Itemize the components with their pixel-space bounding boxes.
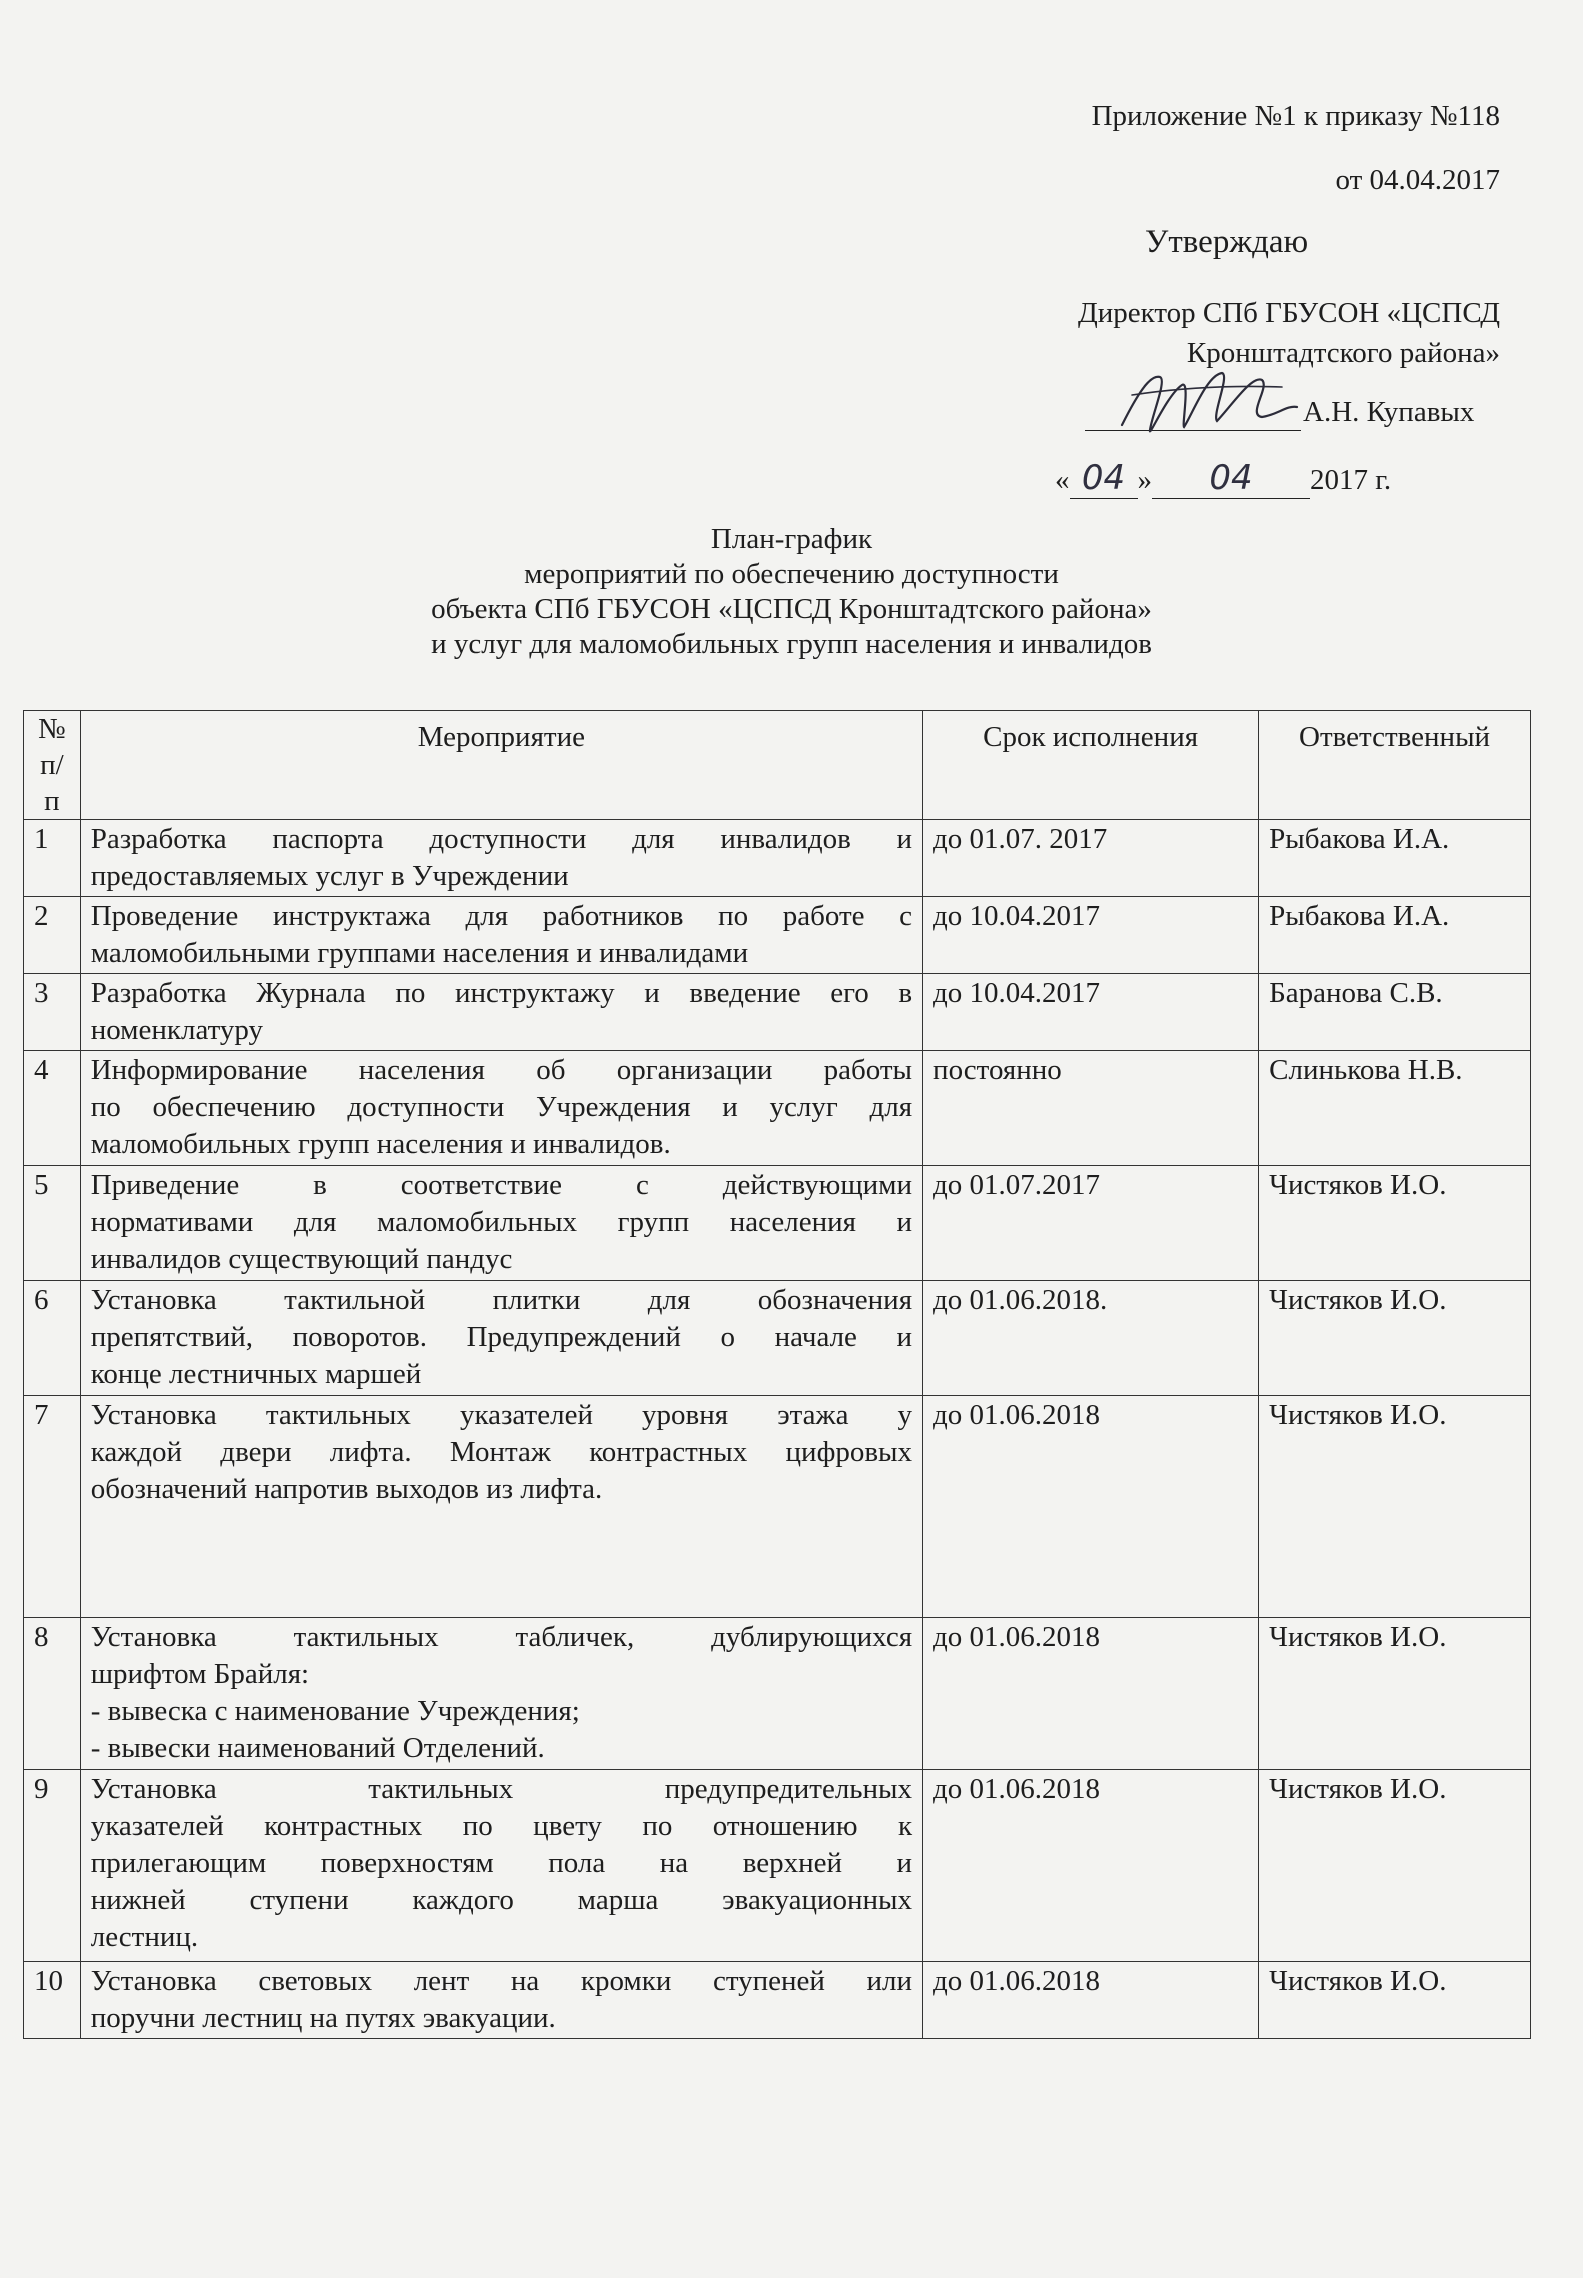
event-line: нижней ступени каждого марша эвакуационных bbox=[90, 1884, 913, 1916]
row-responsible: Рыбакова И.А. bbox=[1259, 820, 1531, 897]
row-number: 5 bbox=[24, 1166, 81, 1281]
row-responsible: Баранова С.В. bbox=[1259, 974, 1531, 1051]
event-line: предоставляемых услуг в Учреждении bbox=[90, 860, 569, 892]
event-line: лестниц. bbox=[90, 1921, 199, 1953]
event-line: Установка тактильных предупредительных bbox=[90, 1773, 913, 1805]
event-line: прилегающим поверхностям пола на верхней и bbox=[90, 1847, 913, 1879]
event-line: каждой двери лифта. Монтаж контрастных цифровых bbox=[90, 1436, 913, 1468]
director-title: Директор СПб ГБУСОН «ЦСПСД bbox=[1077, 297, 1500, 329]
event-line: Установка световых лент на кромки ступеней или bbox=[90, 1965, 913, 1997]
approve-label: Утверждаю bbox=[1145, 224, 1309, 260]
row-event bbox=[80, 1962, 922, 2039]
row-responsible: Чистяков И.О. bbox=[1259, 1396, 1531, 1618]
row-responsible: Чистяков И.О. bbox=[1259, 1962, 1531, 2039]
event-line: Приведение в соответствие с действующими bbox=[90, 1169, 913, 1201]
row-responsible: Чистяков И.О. bbox=[1259, 1618, 1531, 1770]
row-deadline: до 01.07.2017 bbox=[923, 1166, 1259, 1281]
title-line-4: и услуг для маломобильных групп населения и инвалидов bbox=[431, 628, 1152, 660]
row-deadline: до 10.04.2017 bbox=[923, 974, 1259, 1051]
table-row bbox=[24, 1962, 1531, 2039]
director-name: А.Н. Купавых bbox=[1303, 396, 1475, 428]
event-line: Установка тактильных табличек, дублирующихся bbox=[90, 1621, 913, 1653]
event-line: Установка тактильных указателей уровня этажа у bbox=[90, 1399, 913, 1431]
table-row bbox=[24, 897, 1531, 974]
title-line-2: мероприятий по обеспечению доступности bbox=[524, 558, 1059, 590]
event-line: Разработка паспорта доступности для инвалидов и bbox=[90, 823, 913, 855]
row-deadline: до 01.06.2018 bbox=[923, 1962, 1259, 2039]
row-number: 3 bbox=[24, 974, 81, 1051]
date-day: 04 bbox=[1070, 458, 1138, 499]
event-line: инвалидов существующий пандус bbox=[90, 1243, 513, 1275]
event-line: указателей контрастных по цвету по отношению к bbox=[90, 1810, 913, 1842]
table-row bbox=[24, 1618, 1531, 1770]
row-event bbox=[80, 1770, 922, 1962]
event-line: Разработка Журнала по инструктажу и введение его в bbox=[90, 977, 913, 1009]
schedule-table bbox=[23, 710, 1531, 2039]
date-open-quote: « bbox=[1055, 464, 1070, 496]
event-line: номенклатуру bbox=[90, 1014, 264, 1046]
row-event bbox=[80, 820, 922, 897]
row-deadline: до 01.06.2018 bbox=[923, 1396, 1259, 1618]
row-responsible: Рыбакова И.А. bbox=[1259, 897, 1531, 974]
row-deadline: до 01.06.2018 bbox=[923, 1770, 1259, 1962]
event-line: маломобильными группами населения и инвалидами bbox=[90, 937, 749, 969]
header-responsible: Ответственный bbox=[1259, 711, 1531, 820]
event-line: препятствий, поворотов. Предупреждений о начале и bbox=[90, 1321, 913, 1353]
row-deadline: до 01.06.2018 bbox=[923, 1618, 1259, 1770]
order-date: от 04.04.2017 bbox=[1335, 164, 1500, 196]
document-title bbox=[0, 522, 1583, 662]
row-responsible: Чистяков И.О. bbox=[1259, 1770, 1531, 1962]
row-event bbox=[80, 897, 922, 974]
row-number: 1 bbox=[24, 820, 81, 897]
handwritten-signature bbox=[1112, 355, 1302, 445]
row-number: 7 bbox=[24, 1396, 81, 1618]
row-event bbox=[80, 1166, 922, 1281]
row-number: 2 bbox=[24, 897, 81, 974]
header-deadline: Срок исполнения bbox=[923, 711, 1259, 820]
row-responsible: Чистяков И.О. bbox=[1259, 1281, 1531, 1396]
row-deadline: до 01.06.2018. bbox=[923, 1281, 1259, 1396]
row-deadline: до 10.04.2017 bbox=[923, 897, 1259, 974]
table-row bbox=[24, 1281, 1531, 1396]
event-line: нормативами для маломобильных групп населения и bbox=[90, 1206, 913, 1238]
event-line: шрифтом Брайля: bbox=[90, 1658, 310, 1690]
event-line: поручни лестниц на путях эвакуации. bbox=[90, 2002, 556, 2034]
event-line: по обеспечению доступности Учреждения и услуг для bbox=[90, 1091, 913, 1123]
title-line-3: объекта СПб ГБУСОН «ЦСПСД Кронштадтского района» bbox=[431, 593, 1152, 625]
table-row bbox=[24, 1051, 1531, 1166]
event-line: - вывеска с наименование Учреждения; bbox=[90, 1695, 580, 1727]
row-deadline: до 01.07. 2017 bbox=[923, 820, 1259, 897]
table-row bbox=[24, 1770, 1531, 1962]
event-line: Информирование населения об организации работы bbox=[90, 1054, 913, 1086]
row-event bbox=[80, 1396, 922, 1618]
row-number: 4 bbox=[24, 1051, 81, 1166]
appendix-line: Приложение №1 к приказу №118 bbox=[1091, 100, 1500, 132]
approval-date bbox=[1055, 458, 1391, 499]
event-line: маломобильных групп населения и инвалидов. bbox=[90, 1128, 671, 1160]
table-row bbox=[24, 974, 1531, 1051]
row-number: 8 bbox=[24, 1618, 81, 1770]
event-line: Установка тактильной плитки для обозначения bbox=[90, 1284, 913, 1316]
row-number: 6 bbox=[24, 1281, 81, 1396]
table-row bbox=[24, 1396, 1531, 1618]
title-line-1: План-график bbox=[710, 523, 873, 555]
event-line: обозначений напротив выходов из лифта. bbox=[90, 1473, 603, 1505]
row-event bbox=[80, 1618, 922, 1770]
row-event bbox=[80, 1051, 922, 1166]
row-event bbox=[80, 1281, 922, 1396]
header-event: Мероприятие bbox=[80, 711, 922, 820]
header-number: № п/п bbox=[24, 711, 81, 820]
row-deadline: постоянно bbox=[923, 1051, 1259, 1166]
table-row bbox=[24, 1166, 1531, 1281]
director-organization: Кронштадтского района» bbox=[1186, 337, 1500, 369]
row-responsible: Чистяков И.О. bbox=[1259, 1166, 1531, 1281]
event-line: Проведение инструктажа для работников по работе с bbox=[90, 900, 913, 932]
date-year: 2017 г. bbox=[1310, 464, 1392, 496]
event-line: - вывески наименований Отделений. bbox=[90, 1732, 545, 1764]
date-close-quote: » bbox=[1137, 464, 1152, 496]
table-header-row bbox=[24, 711, 1531, 820]
row-number: 10 bbox=[24, 1962, 81, 2039]
event-line: конце лестничных маршей bbox=[90, 1358, 422, 1390]
table-row bbox=[24, 820, 1531, 897]
row-event bbox=[80, 974, 922, 1051]
date-month: 04 bbox=[1152, 458, 1310, 499]
row-responsible: Слинькова Н.В. bbox=[1259, 1051, 1531, 1166]
row-number: 9 bbox=[24, 1770, 81, 1962]
